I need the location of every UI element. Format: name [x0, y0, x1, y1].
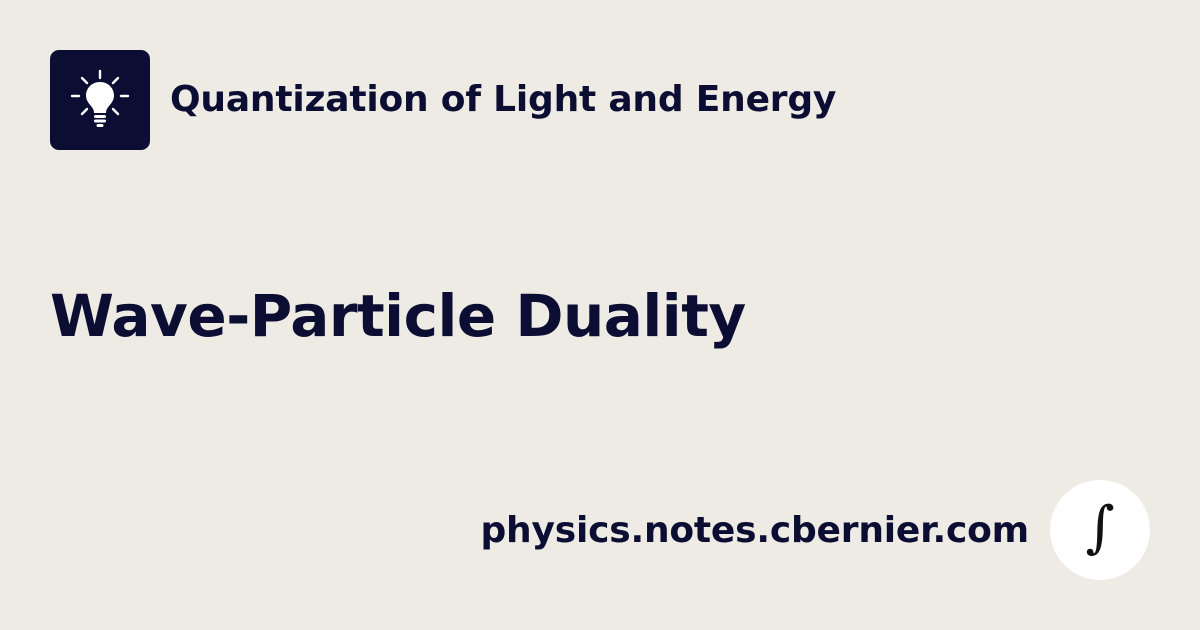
site-url: physics.notes.cbernier.com [480, 510, 1029, 551]
integral-icon: ∫ [1085, 495, 1115, 560]
site-logo [1050, 480, 1150, 580]
topic-badge [50, 50, 150, 150]
page-title: Wave-Particle Duality [50, 282, 746, 350]
section-title: Quantization of Light and Energy [170, 79, 837, 120]
lightbulb-icon [68, 68, 132, 132]
